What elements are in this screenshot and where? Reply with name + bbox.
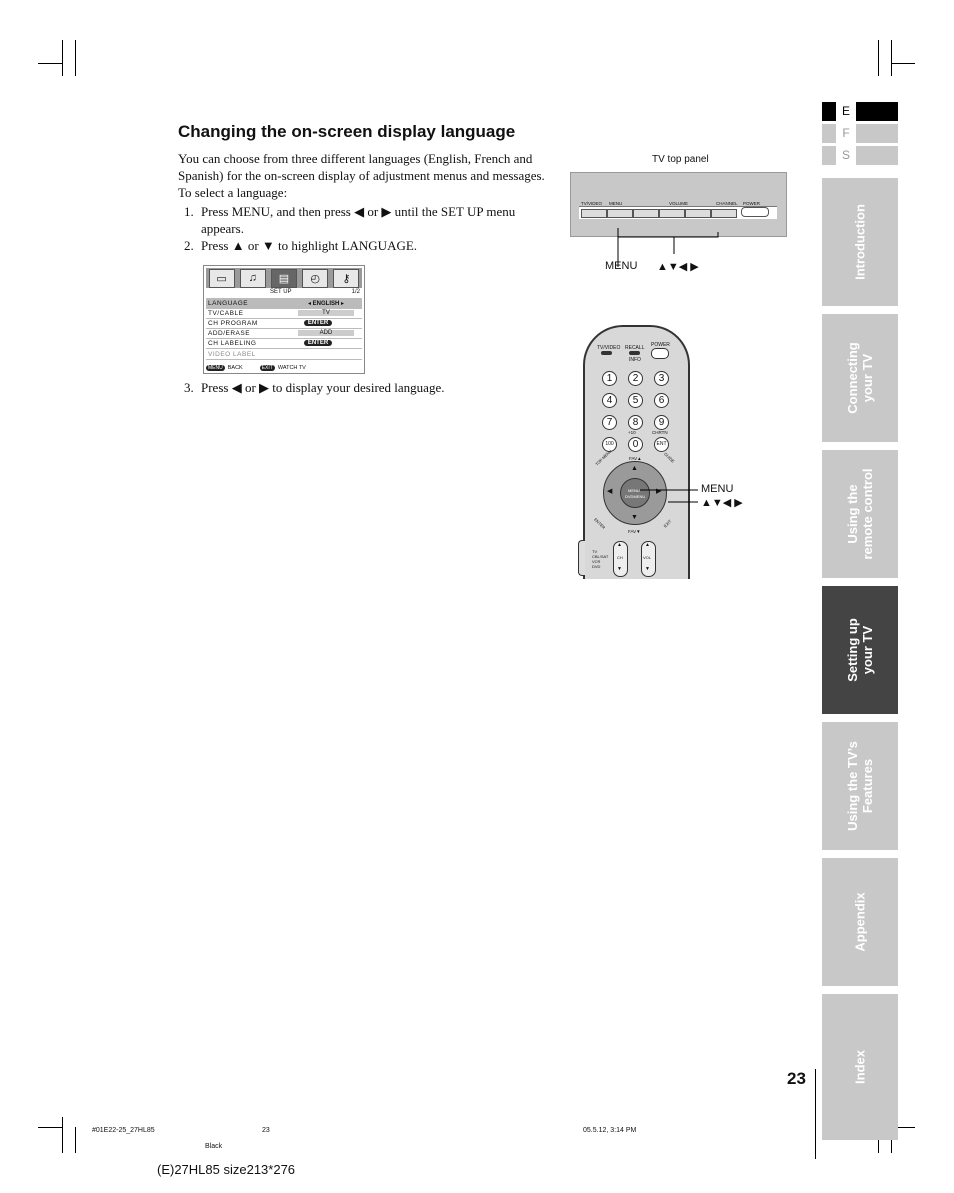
crop-mark	[891, 40, 892, 76]
remote-label-exit: EXIT	[662, 518, 673, 529]
digit-button[interactable]: 4	[602, 393, 617, 408]
side-tab-setting-up[interactable]	[822, 586, 898, 714]
digit-button[interactable]: 2	[628, 371, 643, 386]
crop-mark	[75, 40, 76, 76]
remote-mode-list	[592, 549, 608, 569]
setup-menu-illustration	[203, 265, 365, 374]
audio-icon: ♫	[240, 269, 266, 288]
locks-icon: ⚷	[333, 269, 359, 288]
remote-label-plus10: +10	[628, 430, 636, 435]
ch-down-icon: ▼	[617, 567, 622, 572]
remote-tvvideo-button[interactable]	[601, 351, 612, 355]
side-tab-line2: Features	[860, 758, 875, 814]
crop-mark	[891, 63, 915, 64]
remote-label-enter: ENTER	[593, 516, 607, 531]
remote-control-illustration	[583, 325, 690, 579]
channel-down-button[interactable]	[685, 209, 711, 218]
intro-text: You can choose from three different languages (English, French and Spanish) for the on-screen display of adjustment menus and messages.	[178, 151, 545, 183]
panel-label-channel: CHANNEL	[716, 201, 738, 206]
remote-callout-arrows: ▲▼◀ ▶	[701, 497, 743, 509]
side-tab-line2: your TV	[860, 625, 875, 675]
crop-mark	[38, 1127, 62, 1128]
mode-tv: TV	[592, 549, 598, 554]
mode-vcr: VCR	[592, 559, 601, 564]
menu-header	[206, 288, 362, 297]
remote-label-info: INFO	[629, 357, 641, 363]
panel-label-menu: MENU	[609, 201, 623, 206]
tvvideo-button[interactable]	[581, 209, 607, 218]
panel-label-tvvideo: TV/VIDEO	[581, 201, 603, 206]
side-tab-line1: Connecting	[845, 342, 860, 414]
lang-letter-e: E	[836, 102, 856, 121]
step-2	[184, 237, 529, 254]
digit-button[interactable]: 5	[628, 393, 643, 408]
row-label: VIDEO LABEL	[208, 350, 256, 358]
lang-tab-french	[822, 124, 898, 143]
remote-callout-lines	[640, 482, 700, 512]
digit-button[interactable]: 9	[654, 415, 669, 430]
channel-up-button[interactable]	[711, 209, 737, 218]
row-label: CH PROGRAM	[208, 319, 258, 327]
arrow-up-icon: ▲	[631, 464, 638, 472]
row-label: TV/CABLE	[208, 309, 244, 317]
side-tab-appendix[interactable]	[822, 858, 898, 986]
crop-mark	[38, 63, 62, 64]
side-tab-line1: Appendix	[852, 892, 868, 952]
ch-label: CH	[617, 555, 623, 560]
ch-up-icon: ▲	[617, 543, 622, 548]
remote-label-recall: RECALL	[625, 345, 645, 351]
page-title: Changing the on-screen display language	[178, 122, 516, 141]
menu-page: 1/2	[351, 289, 360, 295]
crop-mark	[62, 40, 63, 76]
remote-callout-menu: MENU	[701, 483, 734, 495]
lang-tab-english	[822, 102, 898, 121]
remote-label-chrtn: CHRTN	[652, 430, 668, 435]
page-number-rule	[815, 1069, 816, 1159]
row-value: ENTER	[304, 340, 332, 346]
side-tab-features[interactable]	[822, 722, 898, 850]
row-value-text: ENGLISH	[312, 300, 340, 307]
intro-paragraph	[178, 150, 563, 201]
side-tab-remote[interactable]	[822, 450, 898, 578]
digit-button[interactable]: 3	[654, 371, 669, 386]
row-label: CH LABELING	[208, 339, 257, 347]
vol-label: VOL	[643, 555, 652, 560]
back-label: BACK	[227, 364, 243, 371]
row-value: ◂ ENGLISH ▸	[307, 300, 345, 307]
mode-dvd: DVD	[592, 564, 601, 569]
digit-button[interactable]: 8	[628, 415, 643, 430]
remote-label-top-menu: TOP MENU	[594, 448, 613, 467]
digit-button[interactable]: 1	[602, 371, 617, 386]
remote-power-button[interactable]	[651, 348, 669, 359]
remote-label-fav-up: FAV▲	[629, 456, 642, 461]
step-text: Press MENU, and then press ◀ or ▶ until the SET UP menu appears.	[201, 204, 516, 236]
step-text: Press ▲ or ▼ to highlight LANGUAGE.	[201, 238, 418, 253]
remote-label-guide: GUIDE	[663, 451, 676, 464]
menu-key: MENU	[208, 364, 223, 371]
lang-tab-spanish	[822, 146, 898, 165]
digit-button[interactable]: 7	[602, 415, 617, 430]
side-tab-index[interactable]	[822, 994, 898, 1140]
panel-callout-arrows: ▲▼◀ ▶	[657, 261, 699, 273]
volume-down-button[interactable]	[633, 209, 659, 218]
footer-file: #01E22-25_27HL85	[92, 1127, 155, 1134]
remote-vol-rocker[interactable]	[641, 541, 656, 577]
row-label: ADD/ERASE	[208, 329, 251, 337]
side-tab-label	[853, 204, 868, 280]
side-tab-label	[845, 741, 875, 831]
picture-icon: ▭	[209, 269, 235, 288]
side-tab-line1: Index	[852, 1050, 868, 1084]
row-value: TV	[298, 310, 354, 316]
step-1	[184, 203, 529, 237]
step-3	[184, 379, 529, 396]
vol-down-icon: ▼	[645, 567, 650, 572]
side-tab-label	[845, 468, 875, 559]
watch-tv-label: WATCH TV	[277, 364, 306, 371]
remote-label-power: POWER	[651, 342, 670, 348]
side-tab-line2: remote control	[860, 468, 875, 560]
panel-label-volume: VOLUME	[669, 201, 689, 206]
menu-row-ch-labeling	[206, 338, 362, 349]
lang-letter-f: F	[842, 126, 850, 140]
mode-cblsat: CBL/SAT	[592, 554, 609, 559]
arrow-down-icon: ▼	[631, 513, 638, 521]
side-tab-label	[853, 892, 868, 951]
lang-tab-grey-block	[822, 146, 836, 165]
exit-key: EXIT	[261, 364, 273, 371]
side-tab-line2: your TV	[860, 353, 875, 403]
vol-up-icon: ▲	[645, 543, 650, 548]
menu-footer	[206, 363, 362, 372]
footer-date: 05.5.12, 3:14 PM	[583, 1127, 637, 1134]
side-tab-line1: Using the TV’s	[845, 741, 860, 831]
footer-color: Black	[205, 1143, 223, 1150]
lang-bar	[856, 102, 898, 121]
remote-mode-switch[interactable]	[578, 540, 585, 576]
remote-label-fav-down: FAV▼	[628, 529, 641, 534]
footer-page: 23	[262, 1127, 270, 1134]
remote-menu-label: MENU	[628, 488, 640, 493]
menu-title: SET UP	[270, 289, 292, 295]
side-tab-line1: Using the	[845, 484, 860, 544]
panel-label-power: POWER	[743, 201, 761, 206]
arrow-left-icon: ◀	[607, 487, 613, 495]
remote-label-tvvideo: TV/VIDEO	[597, 345, 621, 351]
row-value: ENTER	[304, 320, 332, 326]
step-text: Press ◀ or ▶ to display your desired language.	[201, 380, 445, 395]
side-tab-label	[845, 618, 875, 682]
select-intro: To select a language:	[178, 185, 288, 200]
step-number: 2.	[184, 238, 194, 253]
power-button[interactable]	[741, 207, 769, 217]
page-number: 23	[787, 1069, 806, 1088]
arrow-right-icon: ▶	[656, 487, 662, 495]
menu-icon-bar	[206, 268, 362, 288]
lang-letter-s: S	[841, 148, 850, 162]
step-number: 1.	[184, 204, 194, 219]
step-number: 3.	[184, 380, 194, 395]
remote-ch-rocker[interactable]	[613, 541, 628, 577]
panel-callout-menu: MENU	[605, 260, 638, 272]
remote-dvdmenu-label: DVDMENU	[625, 494, 646, 499]
row-label: LANGUAGE	[208, 299, 249, 307]
lang-tab-grey-block	[822, 124, 836, 143]
digit-button[interactable]: 0	[628, 437, 643, 452]
crop-mark	[75, 1127, 76, 1153]
row-value: ADD	[298, 330, 354, 336]
lang-bar	[856, 124, 898, 143]
digit-button[interactable]: 100	[602, 437, 617, 452]
menu-row-video-label	[206, 349, 362, 360]
menu-button[interactable]	[607, 209, 633, 218]
lang-bar	[856, 146, 898, 165]
crop-mark	[62, 1117, 63, 1153]
side-tab-label	[845, 342, 875, 414]
setup-icon: ▤	[271, 269, 297, 288]
side-tab-line1: Setting up	[845, 618, 860, 682]
lang-tab-black-block	[822, 102, 836, 121]
enter-button[interactable]: ENT	[654, 437, 669, 452]
side-tab-line1: Introduction	[852, 204, 868, 280]
side-tab-label	[853, 1050, 868, 1084]
remote-number-pad	[602, 371, 682, 452]
crop-mark	[878, 40, 879, 76]
footer-model: (E)27HL85 size213*276	[157, 1162, 296, 1177]
remote-recall-button[interactable]	[629, 351, 640, 355]
volume-up-button[interactable]	[659, 209, 685, 218]
digit-button[interactable]: 6	[654, 393, 669, 408]
timer-icon: ◴	[302, 269, 328, 288]
tv-panel-caption: TV top panel	[652, 154, 709, 165]
side-tab-connecting[interactable]	[822, 314, 898, 442]
side-tab-introduction[interactable]	[822, 178, 898, 306]
